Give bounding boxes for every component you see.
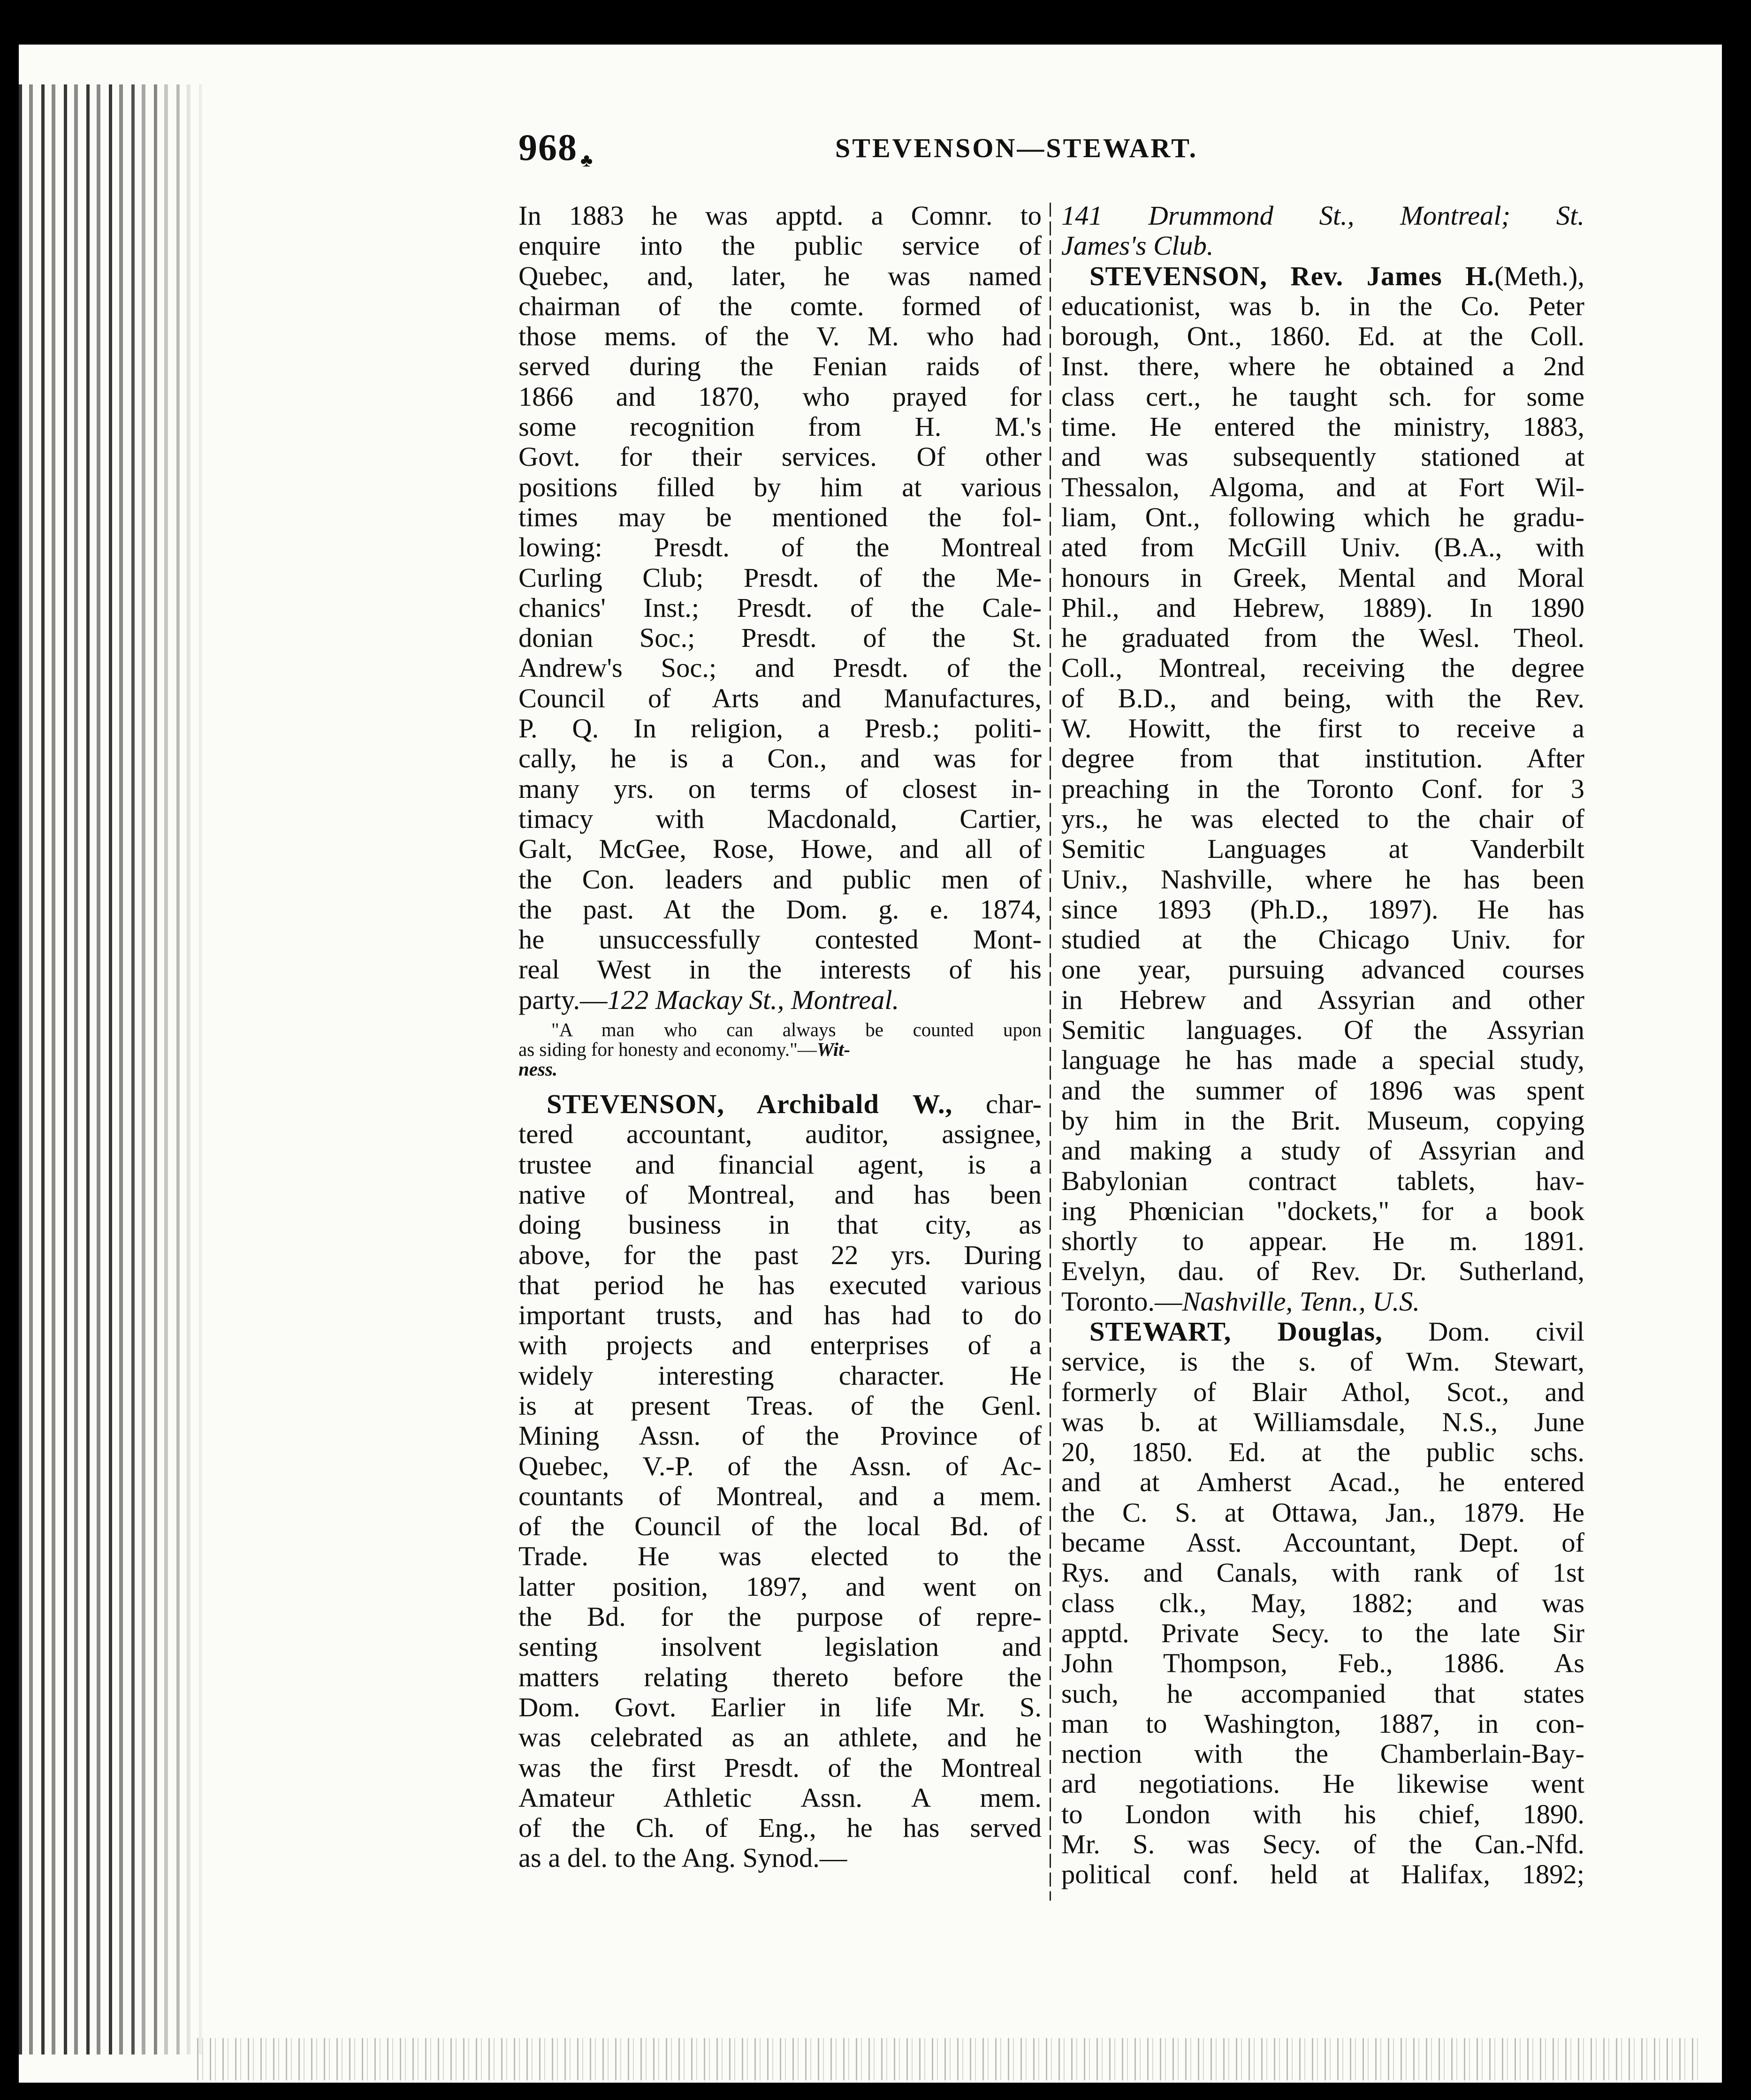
text-line: the C. S. at Ottawa, Jan., 1879. He [1061, 1497, 1584, 1528]
text-line: above, for the past 22 yrs. During [518, 1239, 1042, 1270]
text-line: real West in the interests of his [518, 954, 1042, 985]
left-column [518, 201, 1042, 1873]
text-line: times may be mentioned the fol- [518, 501, 1042, 532]
text-line: he graduated from the Wesl. Theol. [1061, 622, 1584, 653]
text-line: shortly to appear. He m. 1891. [1061, 1226, 1584, 1257]
entry-first-line [1061, 1317, 1584, 1347]
text-line: of the Ch. of Eng., he has served [518, 1812, 1042, 1843]
text-line: to London with his chief, 1890. [1061, 1798, 1584, 1829]
entry-name: STEVENSON, Archibald W., [547, 1089, 953, 1120]
text-line: P. Q. In religion, a Presb.; politi- [518, 713, 1042, 744]
text-line: 20, 1850. Ed. at the public schs. [1061, 1437, 1584, 1468]
text-line: became Asst. Accountant, Dept. of [1061, 1527, 1584, 1558]
entry-first-line [518, 1089, 1042, 1119]
text-line: and the summer of 1896 was spent [1061, 1075, 1584, 1106]
text-line: the Bd. for the purpose of repre- [518, 1601, 1042, 1632]
text-line: one year, pursuing advanced courses [1061, 954, 1584, 985]
continuation-lines [518, 201, 1042, 985]
text-line: Govt. for their services. Of other [518, 441, 1042, 472]
text-line: Mr. S. was Secy. of the Can.-Nfd. [1061, 1829, 1584, 1860]
text-line: timacy with Macdonald, Cartier, [518, 803, 1042, 834]
text-line: Thessalon, Algoma, and at Fort Wil- [1061, 471, 1584, 502]
text-line: trustee and financial agent, is a [518, 1149, 1042, 1180]
text-line: important trusts, and has had to do [518, 1300, 1042, 1331]
entry-first-line-text: Dom. civil [1382, 1316, 1584, 1347]
entry-james-stevenson [1061, 261, 1584, 1317]
text-line: Mining Assn. of the Province of [518, 1420, 1042, 1451]
entry-name: STEVENSON, Rev. James H. [1089, 260, 1495, 291]
text-line: Dom. Govt. Earlier in life Mr. S. [518, 1691, 1042, 1722]
text-line: the Con. leaders and public men of [518, 864, 1042, 895]
text-line: some recognition from H. M.'s [518, 411, 1042, 442]
text-line: Semitic Languages at Vanderbilt [1061, 834, 1584, 864]
entry-lines [1061, 1347, 1584, 1889]
continuation-last-line [518, 985, 1042, 1015]
text-line: the past. At the Dom. g. e. 1874, [518, 894, 1042, 925]
text-line: class cert., he taught sch. for some [1061, 381, 1584, 412]
text-line: Amateur Athletic Assn. A mem. [518, 1782, 1042, 1813]
text-line: as a del. to the Ang. Synod.— [518, 1842, 847, 1873]
text-line: liam, Ont., following which he gradu- [1061, 501, 1584, 532]
text-line: Inst. there, where he obtained a 2nd [1061, 351, 1584, 382]
text-line: ing Phœnician "dockets," for a book [1061, 1195, 1584, 1226]
entry-name: STEWART, Douglas, [1089, 1316, 1383, 1347]
text-line: preaching in the Toronto Conf. for 3 [1061, 773, 1584, 804]
text-line: those mems. of the V. M. who had [518, 321, 1042, 352]
text-line: Quebec, V.-P. of the Assn. of Ac- [518, 1450, 1042, 1481]
continuation-last-text: party.— [518, 984, 608, 1015]
text-line: he unsuccessfully contested Mont- [518, 924, 1042, 955]
address: Nashville, Tenn., U.S. [1182, 1286, 1420, 1317]
text-line: native of Montreal, and has been [518, 1179, 1042, 1210]
text-line: and at Amherst Acad., he entered [1061, 1467, 1584, 1498]
text-line: is at present Treas. of the Genl. [518, 1390, 1042, 1421]
quote-line: "A man who can always be counted upon [551, 1019, 1042, 1041]
text-line: Rys. and Canals, with rank of 1st [1061, 1557, 1584, 1588]
text-line: Univ., Nashville, where he has been [1061, 864, 1584, 895]
text-line: degree from that institution. After [1061, 743, 1584, 774]
entry-first-line [1061, 261, 1584, 291]
text-line: Coll., Montreal, receiving the degree [1061, 652, 1584, 683]
text-line: chanics' Inst.; Presdt. of the Cale- [518, 592, 1042, 623]
entry-lines [518, 1119, 1042, 1873]
text-line: Evelyn, dau. of Rev. Dr. Sutherland, [1061, 1256, 1584, 1287]
text-line: class clk., May, 1882; and was [1061, 1587, 1584, 1618]
text-line: served during the Fenian raids of [518, 351, 1042, 382]
text-line: cally, he is a Con., and was for [518, 743, 1042, 774]
text-line: doing business in that city, as [518, 1209, 1042, 1240]
text-line: Trade. He was elected to the [518, 1541, 1042, 1572]
text-line: ard negotiations. He likewise went [1061, 1768, 1584, 1799]
text-line: such, he accompanied that states [1061, 1678, 1584, 1709]
page-header [518, 127, 1574, 178]
text-line: man to Washington, 1887, in con- [1061, 1708, 1584, 1739]
text-line: chairman of the comte. formed of [518, 290, 1042, 321]
quote-line [518, 1039, 1042, 1059]
text-line: time. He entered the ministry, 1883, [1061, 411, 1584, 442]
text-line: Babylonian contract tablets, hav- [1061, 1165, 1584, 1196]
text-line: W. Howitt, the first to receive a [1061, 713, 1584, 744]
entry-last-line [1061, 1287, 1584, 1317]
text-line: many yrs. on terms of closest in- [518, 773, 1042, 804]
text-line: Galt, McGee, Rose, Howe, and all of [518, 834, 1042, 864]
text-line: James's Club. [1061, 230, 1214, 261]
text-line: 141 Drummond St., Montreal; St. [1061, 200, 1584, 231]
text-line: matters relating thereto before the [518, 1661, 1042, 1692]
quote-line-text: as siding for honesty and economy."— [518, 1039, 817, 1061]
scan-noise [197, 2038, 1698, 2080]
text-line: of the Council of the local Bd. of [518, 1511, 1042, 1542]
entry-first-line-text: char- [952, 1089, 1042, 1120]
quote-attribution: Wit- [816, 1039, 851, 1061]
page-number: 968 [518, 127, 578, 168]
quote-line [518, 1059, 1042, 1079]
right-column [1061, 201, 1584, 1890]
text-line: Semitic languages. Of the Assyrian [1061, 1015, 1584, 1046]
text-line: borough, Ont., 1860. Ed. at the Coll. [1061, 321, 1584, 352]
text-line: Andrew's Soc.; and Presdt. of the [518, 652, 1042, 683]
text-line: with projects and enterprises of a [518, 1330, 1042, 1361]
quotation [518, 1020, 1042, 1079]
text-line: yrs., he was elected to the chair of [1061, 803, 1584, 834]
text-line: Phil., and Hebrew, 1889). In 1890 [1061, 592, 1584, 623]
text-line: formerly of Blair Athol, Scot., and [1061, 1376, 1584, 1407]
text-line: since 1893 (Ph.D., 1897). He has [1061, 894, 1584, 925]
text-line: of B.D., and being, with the Rev. [1061, 682, 1584, 713]
entry-first-line-text: (Meth.), [1494, 260, 1584, 291]
text-line: John Thompson, Feb., 1886. As [1061, 1648, 1584, 1679]
text-line: by him in the Brit. Museum, copying [1061, 1105, 1584, 1136]
binding-edge-shadow [19, 84, 206, 2055]
text-line: widely interesting character. He [518, 1360, 1042, 1391]
text-line: was the first Presdt. of the Montreal [518, 1752, 1042, 1783]
column-rule [1050, 203, 1051, 1901]
text-line: In 1883 he was apptd. a Comnr. to [518, 200, 1042, 231]
quote-attribution: ness. [518, 1058, 558, 1080]
text-line: Quebec, and, later, he was named [518, 260, 1042, 291]
entry-douglas-stewart [1061, 1317, 1584, 1890]
text-line: donian Soc.; Presdt. of the St. [518, 622, 1042, 653]
text-line: Curling Club; Presdt. of the Me- [518, 562, 1042, 593]
text-line: was b. at Williamsdale, N.S., June [1061, 1406, 1584, 1437]
text-line: nection with the Chamberlain-Bay- [1061, 1738, 1584, 1769]
continuation-entry [518, 201, 1042, 1015]
continuation-lines [1061, 201, 1584, 261]
text-line: lowing: Presdt. of the Montreal [518, 532, 1042, 563]
entry-archibald-stevenson [518, 1089, 1042, 1873]
text-line: positions filled by him at various [518, 471, 1042, 502]
text-line: 1866 and 1870, who prayed for [518, 381, 1042, 412]
printer-ornament-icon: ♣ [580, 150, 593, 171]
text-line: language he has made a special study, [1061, 1045, 1584, 1076]
text-line: studied at the Chicago Univ. for [1061, 924, 1584, 955]
text-line: countants of Montreal, and a mem. [518, 1480, 1042, 1511]
text-line: that period he has executed various [518, 1269, 1042, 1300]
text-line: Council of Arts and Manufactures, [518, 682, 1042, 713]
address: 122 Mackay St., Montreal. [607, 984, 899, 1015]
text-line: ated from McGill Univ. (B.A., with [1061, 532, 1584, 563]
text-line: service, is the s. of Wm. Stewart, [1061, 1346, 1584, 1377]
entry-last-text: Toronto.— [1061, 1286, 1182, 1317]
text-line: political conf. held at Halifax, 1892; [1061, 1859, 1584, 1890]
text-line: tered accountant, auditor, assignee, [518, 1119, 1042, 1150]
text-line: senting insolvent legislation and [518, 1631, 1042, 1662]
text-line: educationist, was b. in the Co. Peter [1061, 290, 1584, 321]
text-line: apptd. Private Secy. to the late Sir [1061, 1617, 1584, 1648]
text-line: and was subsequently stationed at [1061, 441, 1584, 472]
text-line: was celebrated as an athlete, and he [518, 1722, 1042, 1753]
text-line: and making a study of Assyrian and [1061, 1135, 1584, 1166]
text-line: latter position, 1897, and went on [518, 1571, 1042, 1602]
text-line: in Hebrew and Assyrian and other [1061, 984, 1584, 1015]
text-line: enquire into the public service of [518, 230, 1042, 261]
text-line: honours in Greek, Mental and Moral [1061, 562, 1584, 593]
entry-lines [1061, 291, 1584, 1287]
running-head: STEVENSON—STEWART. [835, 133, 1198, 163]
